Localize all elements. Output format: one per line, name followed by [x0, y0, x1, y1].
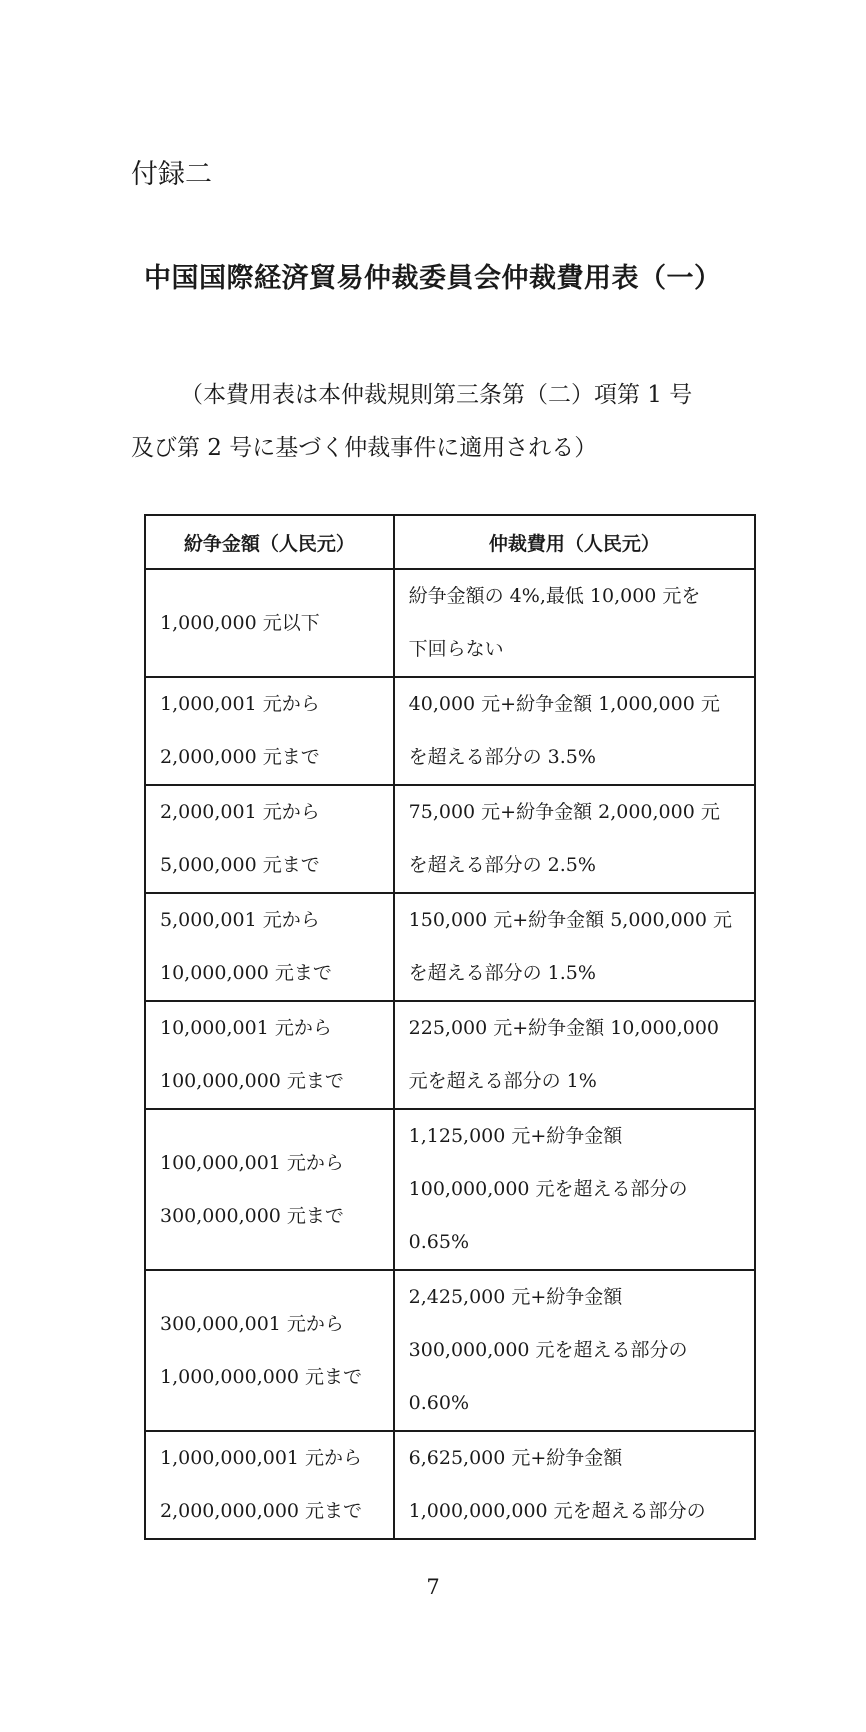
- amount-text: 100,000,000 元まで: [160, 1070, 344, 1092]
- fee-text: 75,000 元+紛争金額 2,000,000 元: [408, 801, 720, 823]
- fee-text: 150,000 元+紛争金額 5,000,000 元: [408, 909, 732, 931]
- scope-note-line-1: （本費用表は本仲裁規則第三条第（二）項第 1 号: [180, 382, 693, 408]
- amount-cell: [145, 893, 394, 1001]
- fee-cell: [394, 1431, 755, 1539]
- fee-text: 下回らない: [408, 638, 504, 660]
- table-row: [145, 1001, 755, 1109]
- fee-cell: [394, 1001, 755, 1109]
- amount-text: 1,000,000,001 元から: [160, 1447, 363, 1469]
- fee-text: を超える部分の 3.5%: [408, 746, 596, 768]
- amount-text: 1,000,000,000 元まで: [160, 1365, 363, 1388]
- amount-cell: [145, 677, 394, 785]
- amount-cell: [145, 1109, 394, 1270]
- appendix-label: 付録二: [131, 159, 212, 190]
- fee-text: を超える部分の 2.5%: [408, 854, 596, 876]
- amount-cell: [145, 785, 394, 893]
- fee-text: 0.60%: [408, 1392, 469, 1414]
- document-title: 中国国際経済貿易仲裁委員会仲裁費用表（一）: [144, 263, 722, 294]
- amount-text: 2,000,000 元まで: [160, 746, 320, 768]
- amount-text: 300,000,000 元まで: [160, 1204, 344, 1227]
- fee-text: 紛争金額の 4%,最低 10,000 元を: [408, 585, 701, 607]
- page-number: 7: [426, 1575, 440, 1599]
- fee-cell: [394, 893, 755, 1001]
- fee-cell: [394, 785, 755, 893]
- table-row: [145, 677, 755, 785]
- table-row: [145, 785, 755, 893]
- fee-text: 1,125,000 元+紛争金額: [408, 1125, 623, 1147]
- amount-cell: [145, 569, 394, 677]
- table-row: [145, 893, 755, 1001]
- amount-text: 5,000,000 元まで: [160, 854, 320, 876]
- amount-text: 10,000,000 元まで: [160, 962, 332, 984]
- fee-cell: [394, 1109, 755, 1270]
- amount-text: 2,000,001 元から: [160, 801, 320, 823]
- fee-text: 元を超える部分の 1%: [408, 1070, 597, 1092]
- scope-note-line-2: 及び第 2 号に基づく仲裁事件に適用される）: [131, 435, 598, 461]
- table-row: [145, 1109, 755, 1270]
- fee-text: 100,000,000 元を超える部分の: [408, 1178, 688, 1200]
- amount-column-header: 紛争金額（人民元）: [145, 515, 394, 569]
- fee-text: 2,425,000 元+紛争金額: [408, 1286, 623, 1308]
- amount-cell: [145, 1270, 394, 1431]
- fee-text: 1,000,000,000 元を超える部分の: [408, 1500, 706, 1522]
- table-row: [145, 569, 755, 677]
- fee-column-header: 仲裁費用（人民元）: [394, 515, 755, 569]
- fee-cell: [394, 677, 755, 785]
- fee-text: 6,625,000 元+紛争金額: [408, 1447, 623, 1469]
- fee-text: 300,000,000 元を超える部分の: [408, 1339, 688, 1361]
- table-row: [145, 1270, 755, 1431]
- fee-text: 225,000 元+紛争金額 10,000,000: [408, 1017, 719, 1039]
- table-header-row: [145, 515, 755, 569]
- fee-text: を超える部分の 1.5%: [408, 962, 596, 984]
- amount-text: 10,000,001 元から: [160, 1017, 332, 1039]
- fee-cell: [394, 1270, 755, 1431]
- fee-text: 0.65%: [408, 1231, 469, 1253]
- amount-text: 300,000,001 元から: [160, 1312, 344, 1335]
- scope-note: [131, 369, 751, 475]
- amount-cell: [145, 1001, 394, 1109]
- amount-cell: [145, 1431, 394, 1539]
- amount-text: 5,000,001 元から: [160, 909, 320, 931]
- amount-text: 2,000,000,000 元まで: [160, 1500, 363, 1522]
- amount-text: 1,000,001 元から: [160, 693, 320, 715]
- arbitration-fee-table: [144, 514, 756, 1540]
- fee-text: 40,000 元+紛争金額 1,000,000 元: [408, 693, 720, 715]
- amount-text: 100,000,001 元から: [160, 1151, 344, 1174]
- amount-text: 1,000,000 元以下: [160, 611, 320, 634]
- fee-cell: [394, 569, 755, 677]
- table-row: [145, 1431, 755, 1539]
